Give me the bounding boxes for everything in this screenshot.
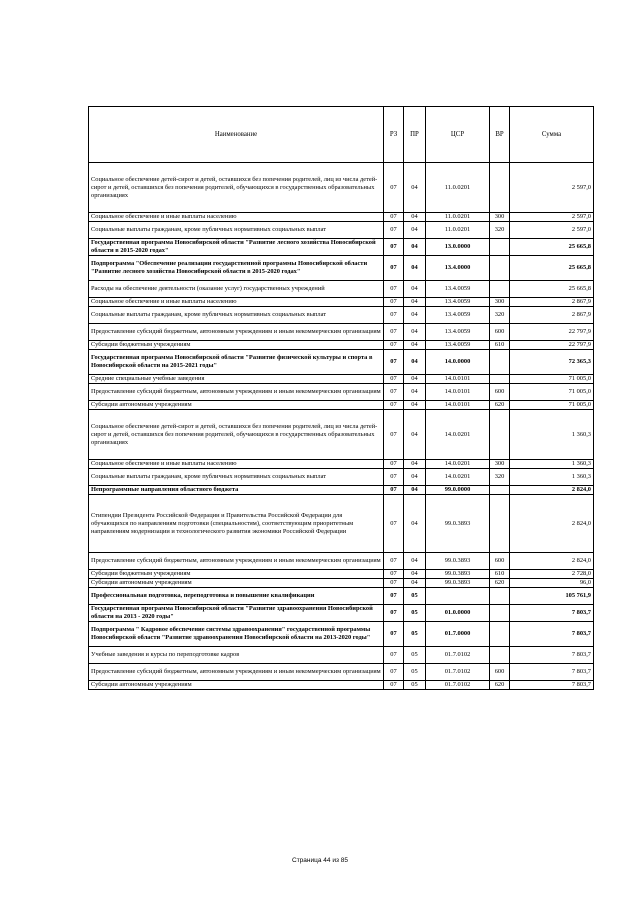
table-row	[89, 239, 594, 256]
cell-rz: 07	[384, 622, 404, 647]
cell-vr	[490, 605, 510, 622]
cell-name: Непрограммные направления областного бюджета	[89, 486, 384, 495]
table-row	[89, 341, 594, 350]
cell-pr: 04	[404, 579, 426, 588]
cell-csr: 99.0.0000	[426, 486, 490, 495]
cell-rz: 07	[384, 460, 404, 469]
cell-csr: 14.0.0101	[426, 384, 490, 401]
table-row	[89, 681, 594, 690]
cell-pr: 05	[404, 605, 426, 622]
cell-rz: 07	[384, 469, 404, 486]
cell-csr: 99.0.3893	[426, 570, 490, 579]
cell-csr: 99.0.3893	[426, 553, 490, 570]
cell-name: Учебные заведения и курсы по переподготовке кадров	[89, 647, 384, 664]
cell-rz: 07	[384, 588, 404, 605]
cell-vr: 600	[490, 384, 510, 401]
cell-sum: 71 005,0	[510, 375, 594, 384]
cell-name: Субсидии автономным учреждениям	[89, 401, 384, 410]
cell-pr: 04	[404, 239, 426, 256]
cell-name: Субсидии автономным учреждениям	[89, 579, 384, 588]
cell-rz: 07	[384, 401, 404, 410]
cell-pr: 05	[404, 622, 426, 647]
cell-csr: 01.7.0102	[426, 664, 490, 681]
cell-pr: 05	[404, 681, 426, 690]
cell-pr: 04	[404, 307, 426, 324]
cell-name: Социальное обеспечение детей-сирот и детей, оставшихся без попечения родителей, лиц из числа детей-сирот и детей, оставшихся без попечения родителей, обучающихся в государственных образовательных организациях	[89, 410, 384, 460]
cell-name: Расходы на обеспечение деятельности (оказание услуг) государственных учреждений	[89, 281, 384, 298]
table-row	[89, 647, 594, 664]
cell-vr	[490, 410, 510, 460]
cell-rz: 07	[384, 256, 404, 281]
cell-rz: 07	[384, 281, 404, 298]
table-row	[89, 324, 594, 341]
cell-csr: 14.0.0201	[426, 410, 490, 460]
cell-sum: 2 597,0	[510, 213, 594, 222]
cell-csr: 01.0.0000	[426, 605, 490, 622]
cell-csr: 13.4.0000	[426, 256, 490, 281]
cell-pr: 04	[404, 495, 426, 553]
cell-sum: 1 360,3	[510, 410, 594, 460]
cell-rz: 07	[384, 213, 404, 222]
cell-csr: 14.0.0101	[426, 375, 490, 384]
cell-pr: 04	[404, 401, 426, 410]
table-row	[89, 281, 594, 298]
table-row	[89, 298, 594, 307]
cell-vr	[490, 256, 510, 281]
cell-rz: 07	[384, 222, 404, 239]
table-row	[89, 579, 594, 588]
table-row	[89, 588, 594, 605]
cell-name: Социальные выплаты гражданам, кроме публичных нормативных социальных выплат	[89, 222, 384, 239]
table-row	[89, 401, 594, 410]
cell-sum: 2 824,0	[510, 486, 594, 495]
cell-name: Предоставление субсидий бюджетным, автономным учреждениям и иным некоммерческим организациям	[89, 384, 384, 401]
cell-vr: 320	[490, 307, 510, 324]
cell-csr: 99.0.3893	[426, 579, 490, 588]
cell-rz: 07	[384, 324, 404, 341]
cell-name: Социальное обеспечение и иные выплаты населению	[89, 460, 384, 469]
table-row	[89, 469, 594, 486]
cell-name: Государственная программа Новосибирской области "Развитие лесного хозяйства Новосибирской области в 2015-2020 годах"	[89, 239, 384, 256]
header-vr: ВР	[490, 107, 510, 163]
cell-pr: 05	[404, 647, 426, 664]
cell-pr: 04	[404, 570, 426, 579]
cell-rz: 07	[384, 163, 404, 213]
cell-pr: 04	[404, 341, 426, 350]
table-row	[89, 222, 594, 239]
table-row	[89, 460, 594, 469]
cell-vr: 320	[490, 469, 510, 486]
budget-table	[88, 106, 594, 690]
cell-name: Стипендии Президента Российской Федерации и Правительства Российской Федерации для обучающихся по направлениям подготовки (специальностям), соответствующим приоритетным направлениям модернизации и технологического развития экономики Российской Федерации	[89, 495, 384, 553]
cell-csr: 11.0.0201	[426, 213, 490, 222]
cell-vr	[490, 239, 510, 256]
cell-csr: 14.0.0201	[426, 469, 490, 486]
cell-rz: 07	[384, 410, 404, 460]
cell-name: Государственная программа Новосибирской области "Развитие физической культуры и спорта в Новосибирской области на 2015-2021 годы"	[89, 350, 384, 375]
table-row	[89, 384, 594, 401]
cell-rz: 07	[384, 664, 404, 681]
cell-sum: 2 728,0	[510, 570, 594, 579]
cell-vr: 300	[490, 460, 510, 469]
cell-sum: 2 597,0	[510, 163, 594, 213]
cell-sum: 7 803,7	[510, 647, 594, 664]
cell-sum: 7 803,7	[510, 664, 594, 681]
cell-vr: 610	[490, 341, 510, 350]
cell-csr: 99.0.3893	[426, 495, 490, 553]
cell-rz: 07	[384, 298, 404, 307]
cell-csr: 13.4.0059	[426, 307, 490, 324]
header-sum: Сумма	[510, 107, 594, 163]
cell-csr: 13.0.0000	[426, 239, 490, 256]
table-row	[89, 350, 594, 375]
table-row	[89, 664, 594, 681]
cell-sum: 1 360,3	[510, 469, 594, 486]
table-row	[89, 307, 594, 324]
cell-pr: 04	[404, 486, 426, 495]
cell-pr: 05	[404, 588, 426, 605]
cell-pr: 04	[404, 384, 426, 401]
cell-name: Субсидии автономным учреждениям	[89, 681, 384, 690]
table-row	[89, 570, 594, 579]
cell-vr: 320	[490, 222, 510, 239]
cell-sum: 2 867,9	[510, 307, 594, 324]
cell-vr: 300	[490, 213, 510, 222]
page-number: Страница 44 из 85	[292, 857, 348, 864]
cell-sum: 2 824,0	[510, 553, 594, 570]
table-row	[89, 553, 594, 570]
cell-sum: 7 803,7	[510, 681, 594, 690]
table-body	[89, 107, 594, 690]
cell-sum: 96,0	[510, 579, 594, 588]
cell-rz: 07	[384, 681, 404, 690]
cell-sum: 2 597,0	[510, 222, 594, 239]
cell-name: Профессиональная подготовка, переподготовка и повышение квалификации	[89, 588, 384, 605]
cell-rz: 07	[384, 495, 404, 553]
cell-pr: 04	[404, 213, 426, 222]
cell-sum: 72 365,3	[510, 350, 594, 375]
cell-csr: 13.4.0059	[426, 324, 490, 341]
header-csr: ЦСР	[426, 107, 490, 163]
table-row	[89, 163, 594, 213]
cell-name: Социальное обеспечение детей-сирот и детей, оставшихся без попечения родителей, лиц из числа детей-сирот и детей, оставшихся без попечения родителей, обучающихся в государственных образовательных организациях	[89, 163, 384, 213]
cell-rz: 07	[384, 307, 404, 324]
cell-sum: 71 005,0	[510, 401, 594, 410]
cell-vr	[490, 588, 510, 605]
cell-pr: 04	[404, 350, 426, 375]
cell-name: Государственная программа Новосибирской области "Развитие здравоохранения Новосибирской области на 2013 - 2020 годы"	[89, 605, 384, 622]
cell-csr: 13.4.0059	[426, 281, 490, 298]
cell-rz: 07	[384, 341, 404, 350]
table-row	[89, 495, 594, 553]
cell-csr: 13.4.0059	[426, 341, 490, 350]
cell-vr: 600	[490, 664, 510, 681]
cell-pr: 04	[404, 553, 426, 570]
cell-name: Социальное обеспечение и иные выплаты населению	[89, 298, 384, 307]
table-row	[89, 375, 594, 384]
table-row	[89, 486, 594, 495]
cell-vr: 620	[490, 401, 510, 410]
cell-rz: 07	[384, 486, 404, 495]
cell-sum: 7 803,7	[510, 622, 594, 647]
table-row	[89, 256, 594, 281]
cell-rz: 07	[384, 553, 404, 570]
cell-pr: 04	[404, 163, 426, 213]
cell-csr: 13.4.0059	[426, 298, 490, 307]
cell-csr: 14.0.0101	[426, 401, 490, 410]
cell-vr	[490, 281, 510, 298]
cell-name: Средние специальные учебные заведения	[89, 375, 384, 384]
header-name: Наименование	[89, 107, 384, 163]
cell-sum: 2 824,0	[510, 495, 594, 553]
table-row	[89, 622, 594, 647]
cell-name: Субсидии бюджетным учреждениям	[89, 341, 384, 350]
cell-pr: 05	[404, 664, 426, 681]
cell-pr: 04	[404, 298, 426, 307]
cell-vr	[490, 350, 510, 375]
cell-rz: 07	[384, 647, 404, 664]
table-row	[89, 605, 594, 622]
cell-sum: 105 761,9	[510, 588, 594, 605]
cell-pr: 04	[404, 324, 426, 341]
table-row	[89, 213, 594, 222]
cell-sum: 1 360,3	[510, 460, 594, 469]
cell-vr: 620	[490, 579, 510, 588]
header-pr: ПР	[404, 107, 426, 163]
cell-rz: 07	[384, 239, 404, 256]
cell-vr	[490, 495, 510, 553]
cell-rz: 07	[384, 579, 404, 588]
cell-csr: 01.7.0102	[426, 681, 490, 690]
cell-vr: 620	[490, 681, 510, 690]
cell-name: Предоставление субсидий бюджетным, автономным учреждениям и иным некоммерческим организациям	[89, 664, 384, 681]
cell-csr	[426, 588, 490, 605]
cell-name: Социальные выплаты гражданам, кроме публичных нормативных социальных выплат	[89, 307, 384, 324]
cell-name: Предоставление субсидий бюджетным, автономным учреждениям и иным некоммерческим организациям	[89, 553, 384, 570]
cell-pr: 04	[404, 281, 426, 298]
cell-sum: 22 797,9	[510, 324, 594, 341]
cell-vr	[490, 375, 510, 384]
cell-csr: 01.7.0000	[426, 622, 490, 647]
cell-csr: 14.0.0201	[426, 460, 490, 469]
cell-vr	[490, 647, 510, 664]
table-row	[89, 410, 594, 460]
table-header-row	[89, 107, 594, 163]
cell-sum: 25 665,8	[510, 239, 594, 256]
cell-csr: 01.7.0102	[426, 647, 490, 664]
cell-csr: 11.0.0201	[426, 163, 490, 213]
cell-vr	[490, 486, 510, 495]
cell-sum: 2 867,9	[510, 298, 594, 307]
cell-sum: 71 005,0	[510, 384, 594, 401]
cell-pr: 04	[404, 375, 426, 384]
cell-rz: 07	[384, 384, 404, 401]
cell-csr: 14.0.0000	[426, 350, 490, 375]
cell-pr: 04	[404, 256, 426, 281]
cell-name: Подпрограмма " Кадровое обеспечение системы здравоохранения" государственной программы Новосибирской области "Развитие здравоохранения Новосибирской области на 2013-2020 годы"	[89, 622, 384, 647]
cell-sum: 25 665,8	[510, 256, 594, 281]
cell-rz: 07	[384, 605, 404, 622]
cell-pr: 04	[404, 222, 426, 239]
cell-pr: 04	[404, 469, 426, 486]
cell-vr: 600	[490, 324, 510, 341]
cell-vr: 610	[490, 570, 510, 579]
cell-vr: 600	[490, 553, 510, 570]
cell-pr: 04	[404, 460, 426, 469]
cell-name: Субсидии бюджетным учреждениям	[89, 570, 384, 579]
cell-sum: 25 665,8	[510, 281, 594, 298]
cell-csr: 11.0.0201	[426, 222, 490, 239]
cell-name: Подпрограмма "Обеспечение реализации государственной программы Новосибирской области "Развитие лесного хозяйства Новосибирской области в 2015-2020 годах"	[89, 256, 384, 281]
cell-name: Предоставление субсидий бюджетным, автономным учреждениям и иным некоммерческим организациям	[89, 324, 384, 341]
cell-name: Социальное обеспечение и иные выплаты населению	[89, 213, 384, 222]
cell-vr	[490, 163, 510, 213]
cell-rz: 07	[384, 375, 404, 384]
cell-sum: 22 797,9	[510, 341, 594, 350]
cell-name: Социальные выплаты гражданам, кроме публичных нормативных социальных выплат	[89, 469, 384, 486]
cell-vr	[490, 622, 510, 647]
header-rz: РЗ	[384, 107, 404, 163]
cell-vr: 300	[490, 298, 510, 307]
cell-sum: 7 803,7	[510, 605, 594, 622]
cell-rz: 07	[384, 570, 404, 579]
cell-pr: 04	[404, 410, 426, 460]
cell-rz: 07	[384, 350, 404, 375]
